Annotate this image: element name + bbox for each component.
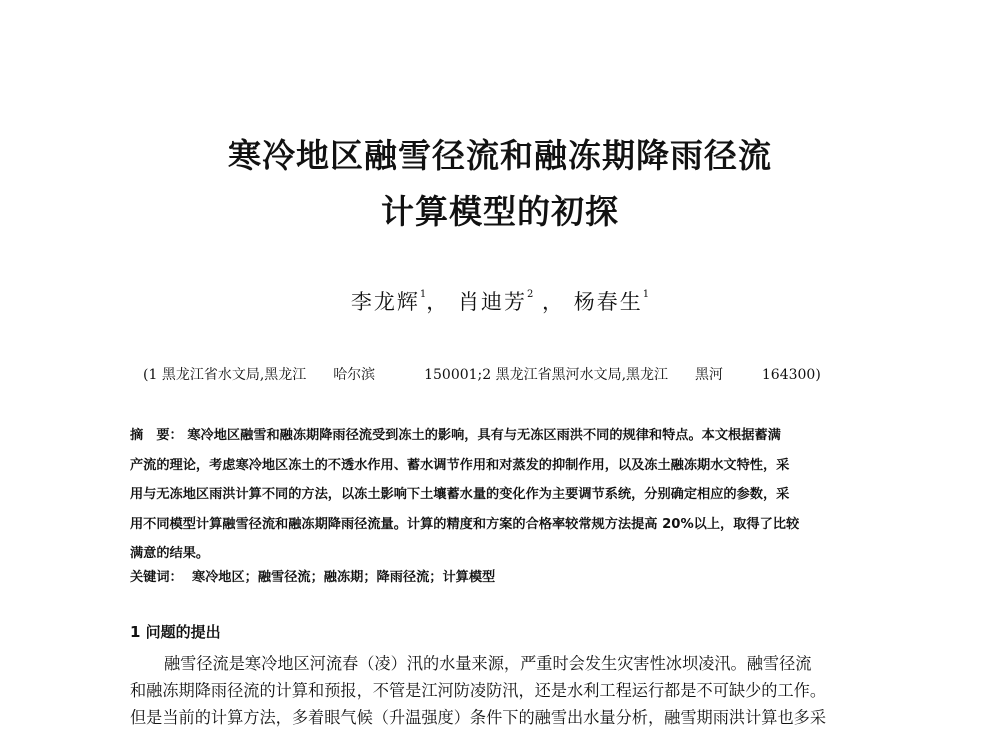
section-heading: 1 问题的提出 bbox=[130, 623, 221, 641]
affiliation-part: (1 黑龙江省水文局,黑龙江 bbox=[143, 367, 307, 383]
keywords bbox=[130, 566, 885, 585]
body-line: 和融冻期降雨径流的计算和预报，不管是江河防凌防汛，还是水利工程运行都是不可缺少的工作。 bbox=[130, 681, 827, 700]
abstract-label: 摘 要： bbox=[130, 428, 183, 443]
abstract-line: 产流的理论，考虑寒冷地区冻土的不透水作用、蓄水调节作用和对蒸发的抑制作用，以及冻土融冻期水文特性，采 bbox=[130, 457, 790, 473]
author-separator: ， bbox=[533, 290, 566, 314]
affiliations bbox=[143, 364, 883, 384]
author-name: 肖迪芳 bbox=[457, 290, 527, 314]
paper-title-line-2: 计算模型的初探 bbox=[381, 192, 619, 231]
author-affiliation-mark: 1 bbox=[419, 289, 427, 300]
affiliation-city: 哈尔滨 bbox=[333, 367, 376, 383]
affiliation-part: 150001;2 黑龙江省黑河水文局,黑龙江 bbox=[424, 367, 669, 383]
abstract bbox=[130, 421, 885, 569]
author-separator: ， bbox=[426, 290, 450, 314]
abstract-line: 用与无冻地区雨洪计算不同的方法，以冻土影响下土壤蓄水量的变化作为主要调节系统，分别确定相应的参数，采 bbox=[130, 487, 790, 502]
abstract-line: 用不同模型计算融雪径流和融冻期降雨径流量。计算的精度和方案的合格率较常规方法提高 20%以上，取得了比较 bbox=[130, 516, 800, 532]
abstract-line bbox=[130, 421, 885, 451]
keywords-text: 寒冷地区；融雪径流；融冻期；降雨径流；计算模型 bbox=[191, 570, 496, 585]
author-name: 李龙辉 bbox=[350, 290, 420, 314]
author-list bbox=[0, 286, 1000, 316]
author-name: 杨春生 bbox=[573, 290, 643, 314]
affiliation-city: 黑河 bbox=[694, 367, 723, 383]
author-affiliation-mark: 2 bbox=[526, 289, 534, 300]
abstract-line: 满意的结果。 bbox=[130, 546, 210, 561]
keywords-label: 关键词： bbox=[130, 570, 183, 585]
author-affiliation-mark: 1 bbox=[642, 289, 650, 300]
affiliation-postcode: 164300) bbox=[761, 367, 821, 383]
paper-title-line-1: 寒冷地区融雪径流和融冻期降雨径流 bbox=[228, 136, 772, 175]
abstract-text: 寒冷地区融雪和融冻期降雨径流受到冻土的影响，具有与无冻区雨洪不同的规律和特点。本文根据蓄满 bbox=[187, 428, 781, 443]
body-line: 但是当前的计算方法，多着眼气候（升温强度）条件下的融雪出水量分析，融雪期雨洪计算也多采 bbox=[130, 708, 827, 727]
section-body bbox=[130, 650, 890, 731]
body-line: 融雪径流是寒冷地区河流春（凌）汛的水量来源，严重时会发生灾害性冰坝凌汛。融雪径流 bbox=[164, 654, 812, 673]
